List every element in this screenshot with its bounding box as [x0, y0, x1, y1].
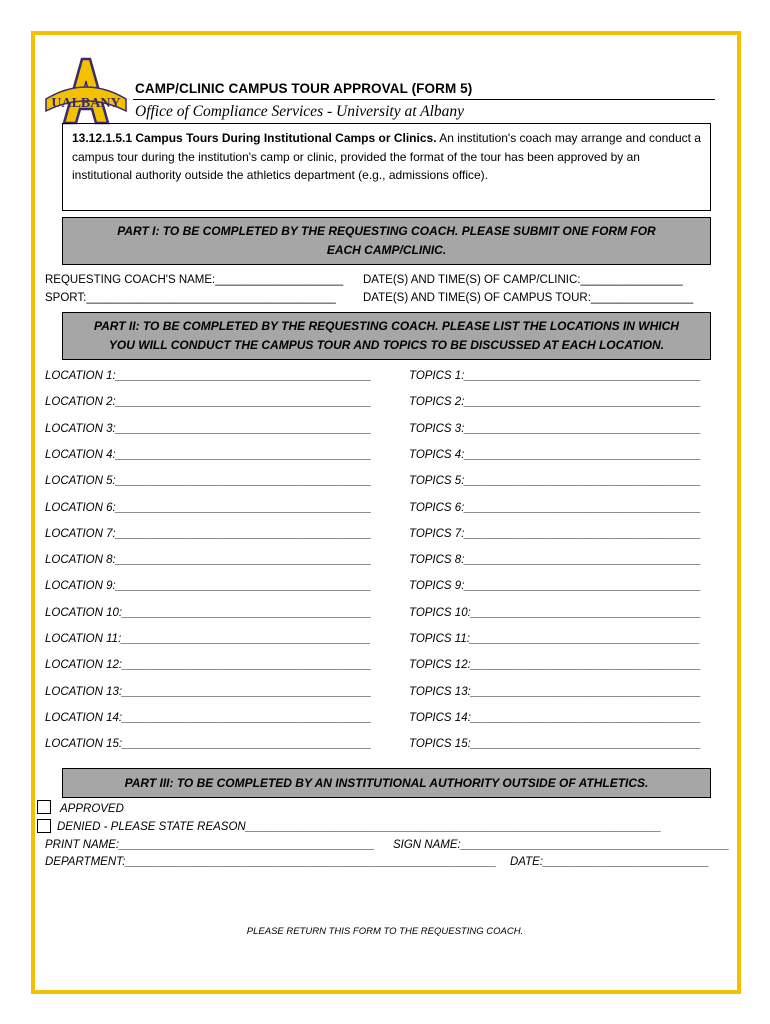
location-field-12[interactable]: LOCATION 12:_______________________________________	[45, 659, 372, 672]
title-divider	[133, 99, 715, 100]
part1-banner: PART I: TO BE COMPLETED BY THE REQUESTING COACH. PLEASE SUBMIT ONE FORM FOR EACH CAMP/CLINIC.	[62, 217, 711, 265]
denied-reason-field[interactable]: DENIED - PLEASE STATE REASON_________________________________________________________________	[57, 821, 662, 833]
topics-field-13[interactable]: TOPICS 13:____________________________________	[409, 685, 702, 698]
camp-dates-field[interactable]: DATE(S) AND TIME(S) OF CAMP/CLINIC:________________	[363, 274, 683, 286]
location-field-11[interactable]: LOCATION 11:_______________________________________	[45, 633, 371, 645]
topics-field-7[interactable]: TOPICS 7:_____________________________________	[409, 527, 702, 540]
topics-field-14[interactable]: TOPICS 14:____________________________________	[409, 711, 702, 724]
topics-field-5[interactable]: TOPICS 5:_____________________________________	[409, 475, 702, 488]
location-field-7[interactable]: LOCATION 7:________________________________________	[45, 527, 372, 540]
approved-label: APPROVED	[60, 803, 124, 815]
return-instruction: PLEASE RETURN THIS FORM TO THE REQUESTING COACH.	[246, 926, 524, 937]
location-field-13[interactable]: LOCATION 13:_______________________________________	[45, 685, 372, 698]
print-name-field[interactable]: PRINT NAME:________________________________________	[45, 839, 375, 851]
sign-name-field[interactable]: SIGN NAME:__________________________________________	[393, 839, 730, 851]
date-field[interactable]: DATE:__________________________	[510, 856, 710, 868]
approved-checkbox[interactable]	[37, 800, 51, 814]
location-field-2[interactable]: LOCATION 2:________________________________________	[45, 396, 372, 409]
topics-field-3[interactable]: TOPICS 3:_____________________________________	[409, 422, 702, 435]
denied-checkbox[interactable]	[37, 819, 51, 833]
topics-field-9[interactable]: TOPICS 9:_____________________________________	[409, 580, 702, 593]
topics-field-10[interactable]: TOPICS 10:____________________________________	[409, 606, 702, 619]
bylaw-heading: 13.12.1.5.1 Campus Tours During Institutional Camps or Clinics.	[72, 131, 437, 145]
form-title: CAMP/CLINIC CAMPUS TOUR APPROVAL (FORM 5)	[135, 81, 473, 96]
topics-field-8[interactable]: TOPICS 8:_____________________________________	[409, 554, 702, 567]
location-field-9[interactable]: LOCATION 9:________________________________________	[45, 580, 372, 593]
topics-field-1[interactable]: TOPICS 1:_____________________________________	[409, 370, 702, 382]
location-field-14[interactable]: LOCATION 14:_______________________________________	[45, 711, 372, 724]
topics-field-4[interactable]: TOPICS 4:_____________________________________	[409, 448, 702, 461]
topics-field-11[interactable]: TOPICS 11:____________________________________	[409, 633, 701, 645]
topics-field-6[interactable]: TOPICS 6:_____________________________________	[409, 501, 702, 514]
location-field-1[interactable]: LOCATION 1:________________________________________	[45, 370, 372, 382]
topics-field-15[interactable]: TOPICS 15:____________________________________	[409, 738, 702, 751]
location-field-15[interactable]: LOCATION 15:_______________________________________	[45, 738, 372, 751]
location-field-8[interactable]: LOCATION 8:________________________________________	[45, 554, 372, 567]
topics-field-12[interactable]: TOPICS 12:____________________________________	[409, 659, 702, 672]
part3-banner: PART III: TO BE COMPLETED BY AN INSTITUTIONAL AUTHORITY OUTSIDE OF ATHLETICS.	[62, 768, 711, 798]
logo-text: UALBANY	[51, 96, 121, 111]
location-field-4[interactable]: LOCATION 4:________________________________________	[45, 448, 372, 461]
bylaw-text-box	[62, 123, 711, 211]
department-field[interactable]: DEPARTMENT:__________________________________________________________	[45, 856, 497, 868]
location-field-3[interactable]: LOCATION 3:________________________________________	[45, 422, 372, 435]
bylaw-body: An institution's coach may arrange and conduct a campus tour during the institution's camp or clinic, provided the format of the tour has been approved by an institutional authority outside the athletics department (e.g., admissions office).	[72, 131, 701, 182]
topics-field-2[interactable]: TOPICS 2:_____________________________________	[409, 396, 702, 409]
coach-name-field[interactable]: REQUESTING COACH'S NAME:____________________	[45, 274, 344, 286]
form-subtitle: Office of Compliance Services - University at Albany	[135, 103, 465, 120]
part2-banner: PART II: TO BE COMPLETED BY THE REQUESTING COACH. PLEASE LIST THE LOCATIONS IN WHICH YOU WILL CONDUCT THE CAMPUS TOUR AND TOPICS TO BE DISCUSSED AT EACH LOCATION.	[62, 312, 711, 360]
university-logo	[44, 55, 128, 125]
location-field-6[interactable]: LOCATION 6:________________________________________	[45, 501, 372, 514]
location-field-5[interactable]: LOCATION 5:________________________________________	[45, 475, 372, 488]
sport-field[interactable]: SPORT:_______________________________________	[45, 292, 336, 304]
tour-dates-field[interactable]: DATE(S) AND TIME(S) OF CAMPUS TOUR:________________	[363, 292, 694, 304]
location-field-10[interactable]: LOCATION 10:_______________________________________	[45, 606, 372, 619]
